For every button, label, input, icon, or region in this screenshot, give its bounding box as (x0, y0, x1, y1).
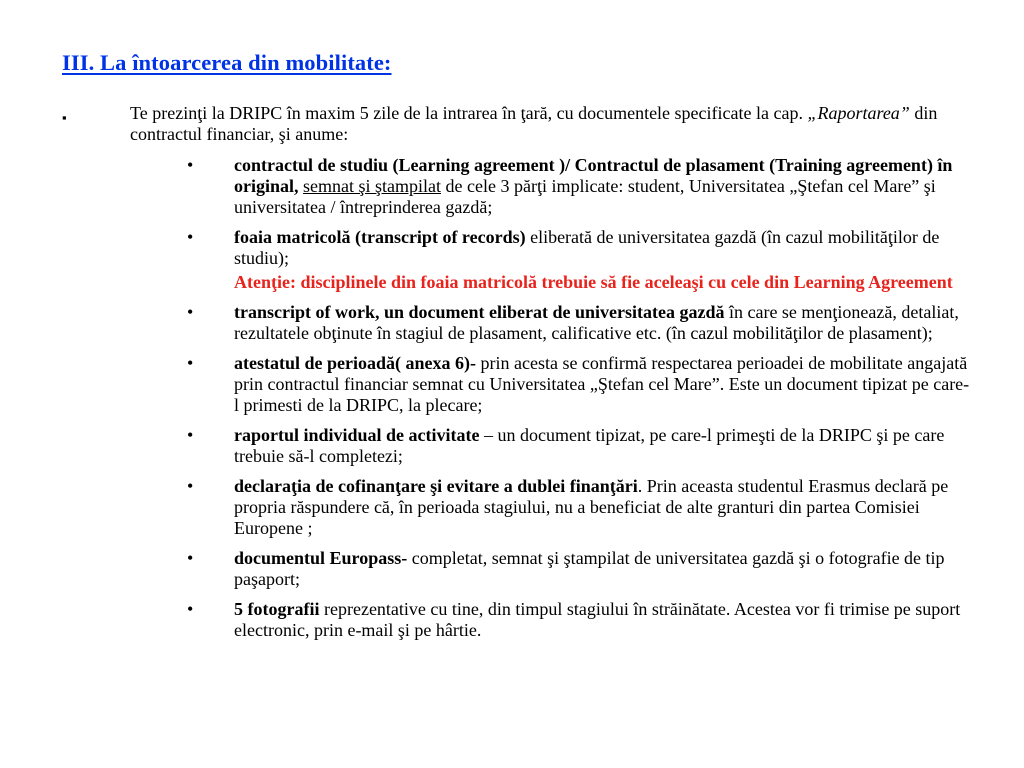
list-item-text (234, 227, 974, 269)
list-item (0, 599, 1024, 641)
bullet-icon: • (187, 476, 194, 496)
intro-italic-reference: „Raportarea” (807, 103, 910, 123)
bullet-icon: • (187, 425, 194, 445)
slide-title: III. La întoarcerea din mobilitate: (62, 50, 392, 75)
list-item (0, 353, 1024, 416)
intro-text-end: din contractul financiar, şi anume: (130, 103, 938, 144)
bullet-icon: • (187, 227, 194, 247)
bullet-icon: • (187, 302, 194, 322)
document-list (0, 155, 1024, 650)
item-bold: contractul de studiu (Learning agreement )/ Contractul de plasament (Training agreement) în original, (234, 155, 953, 196)
item-bold: atestatul de perioadă( anexa 6)- (234, 353, 476, 373)
list-item (0, 476, 1024, 539)
item-bold: foaia matricolă (transcript of records) (234, 227, 526, 247)
list-item (0, 155, 1024, 218)
list-item (0, 302, 1024, 344)
item-underlined: semnat şi ştampilat (303, 176, 441, 196)
list-item (0, 548, 1024, 590)
item-bold: documentul Europass- (234, 548, 408, 568)
list-item-text (234, 353, 974, 416)
list-item (0, 227, 1024, 269)
intro-paragraph (130, 103, 960, 145)
square-bullet-icon: ▪ (62, 110, 67, 125)
item-bold: declaraţia de cofinanţare şi evitare a dublei finanţări (234, 476, 638, 496)
item-bold: 5 fotografii (234, 599, 320, 619)
warning-note: Atenţie: disciplinele din foaia matricolă trebuie să fie aceleaşi cu cele din Learning Agreement (234, 272, 953, 292)
bullet-icon: • (187, 599, 194, 619)
list-item-text (234, 548, 974, 590)
item-normal: – un document tipizat, pe care-l primeşti de la DRIPC şi pe care trebuie să-l completezi; (234, 425, 945, 466)
bullet-icon: • (187, 353, 194, 373)
item-normal: eliberată de universitatea gazdă (în cazul mobilităţilor de studiu); (234, 227, 940, 268)
list-item-text (234, 302, 974, 344)
item-bold: transcript of work, un document eliberat de universitatea gazdă (234, 302, 725, 322)
item-normal: completat, semnat şi ştampilat de universitatea gazdă şi o fotografie de tip paşaport; (234, 548, 945, 589)
intro-text: Te prezinţi la DRIPC în maxim 5 zile de la intrarea în ţară, cu documentele specificate la cap. (130, 103, 808, 123)
bullet-icon: • (187, 548, 194, 568)
list-item (0, 425, 1024, 467)
list-item-text (234, 425, 974, 467)
item-normal: de cele 3 părţi implicate: student, Universitatea „Ştefan cel Mare” şi universitatea / întreprinderea gazdă; (234, 176, 936, 217)
bullet-icon: • (187, 155, 194, 175)
item-normal: . Prin aceasta studentul Erasmus declară pe propria răspundere că, în perioada stagiului, nu a beneficiat de alte granturi din partea Comisiei Europene ; (234, 476, 949, 538)
item-bold: raportul individual de activitate (234, 425, 480, 445)
list-item-text (234, 476, 974, 539)
list-item-text (234, 599, 974, 641)
list-item-text (234, 155, 974, 218)
item-normal: reprezentative cu tine, din timpul stagiului în străinătate. Acestea vor fi trimise pe suport electronic, prin e-mail şi pe hârtie. (234, 599, 961, 640)
item-normal: prin acesta se confirmă respectarea perioadei de mobilitate angajată prin contractul financiar semnat cu Universitatea „Ştefan cel Mare”. Este un document tipizat pe care-l primesti de la DRIPC, la plecare; (234, 353, 970, 415)
item-normal: în care se menţionează, detaliat, rezultatele obţinute în stagiul de plasament, calificative etc. (în cazul mobilităţilor de plasament); (234, 302, 959, 343)
